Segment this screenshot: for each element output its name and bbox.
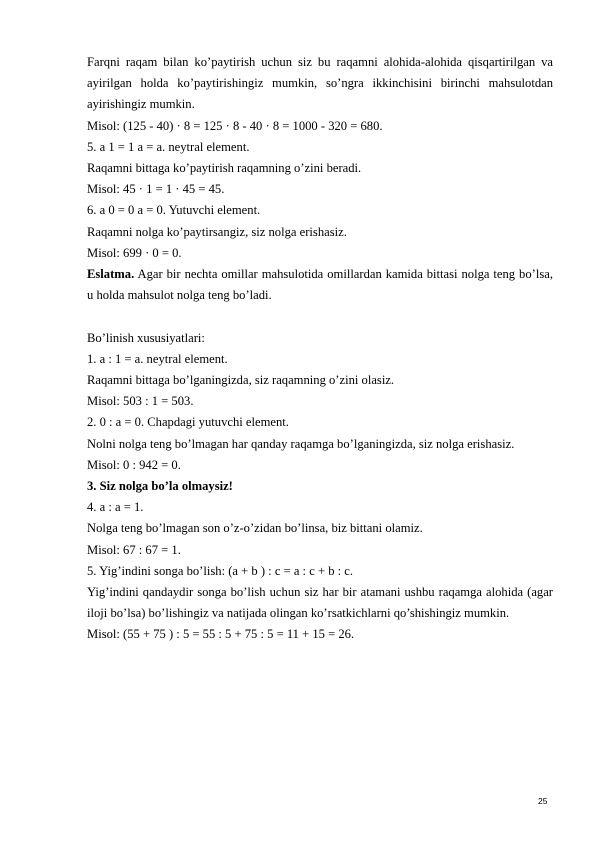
rule-description: Nolni nolga teng bo’lmagan har qanday raqamga bo’lganingizda, siz nolga erishasiz. [87,436,515,451]
rule-line-bold: 3. Siz nolga bo’la olmaysiz! [87,479,233,494]
example-paragraph: Misol: (55 + 75 ) : 5 = 55 : 5 + 75 : 5 = 11 + 15 = 26. [87,627,355,642]
rule-line: 4. a : a = 1. [87,500,144,515]
rule-line: 5. Yig’indini songa bo’lish: (a + b ) : c = a : c + b : c. [87,563,354,578]
blank-line [87,306,553,327]
note-label: Eslatma. [87,267,135,282]
example-paragraph: Misol: 503 : 1 = 503. [87,394,194,409]
rule-description: Yig’indini qandaydir songa bo’lish uchun siz har bir atamani ushbu raqamga alohida (agar iloji bo’lsa) bo’lishingiz va natijada olingan ko’rsatkichlarni qo’shishingiz mumkin. [87,585,553,621]
example-paragraph: Misol: 45 · 1 = 1 · 45 = 45. [87,182,225,197]
note-paragraph [87,264,553,306]
page-number: 25 [538,796,548,806]
example-paragraph: Misol: (125 - 40) · 8 = 125 · 8 - 40 · 8 = 1000 - 320 = 680. [87,118,383,133]
section-heading: Bo’linish xususiyatlari: [87,330,205,345]
rule-description: Raqamni bittaga ko’paytirish raqamning o’zini beradi. [87,161,362,176]
note-text: Agar bir nechta omillar mahsulotida omillardan kamida bittasi nolga teng bo’lsa, u holda mahsulot nolga teng bo’ladi. [87,267,553,303]
rule-description: Raqamni bittaga bo’lganingizda, siz raqamning o’zini olasiz. [87,373,395,388]
rule-description: Raqamni nolga ko’paytirsangiz, siz nolga erishasiz. [87,224,347,239]
example-paragraph: Misol: 0 : 942 = 0. [87,457,181,472]
page-content [87,52,553,646]
example-paragraph: Misol: 699 · 0 = 0. [87,245,182,260]
rule-description: Nolga teng bo’lmagan son o’z-o’zidan bo’linsa, biz bittani olamiz. [87,521,423,536]
intro-paragraph: Farqni raqam bilan ko’paytirish uchun siz bu raqamni alohida-alohida qisqartirilgan va ayirilgan holda ko’paytirishingiz mumkin, so’ngra ikkinchisini birinchi mahsulotdan ayirishingiz mumkin. [87,55,553,112]
rule-line: 6. a 0 = 0 a = 0. Yutuvchi element. [87,203,261,218]
rule-line: 1. a : 1 = a. neytral element. [87,351,228,366]
rule-line: 2. 0 : a = 0. Chapdagi yutuvchi element. [87,415,289,430]
example-paragraph: Misol: 67 : 67 = 1. [87,542,181,557]
rule-line: 5. a 1 = 1 a = a. neytral element. [87,139,250,154]
